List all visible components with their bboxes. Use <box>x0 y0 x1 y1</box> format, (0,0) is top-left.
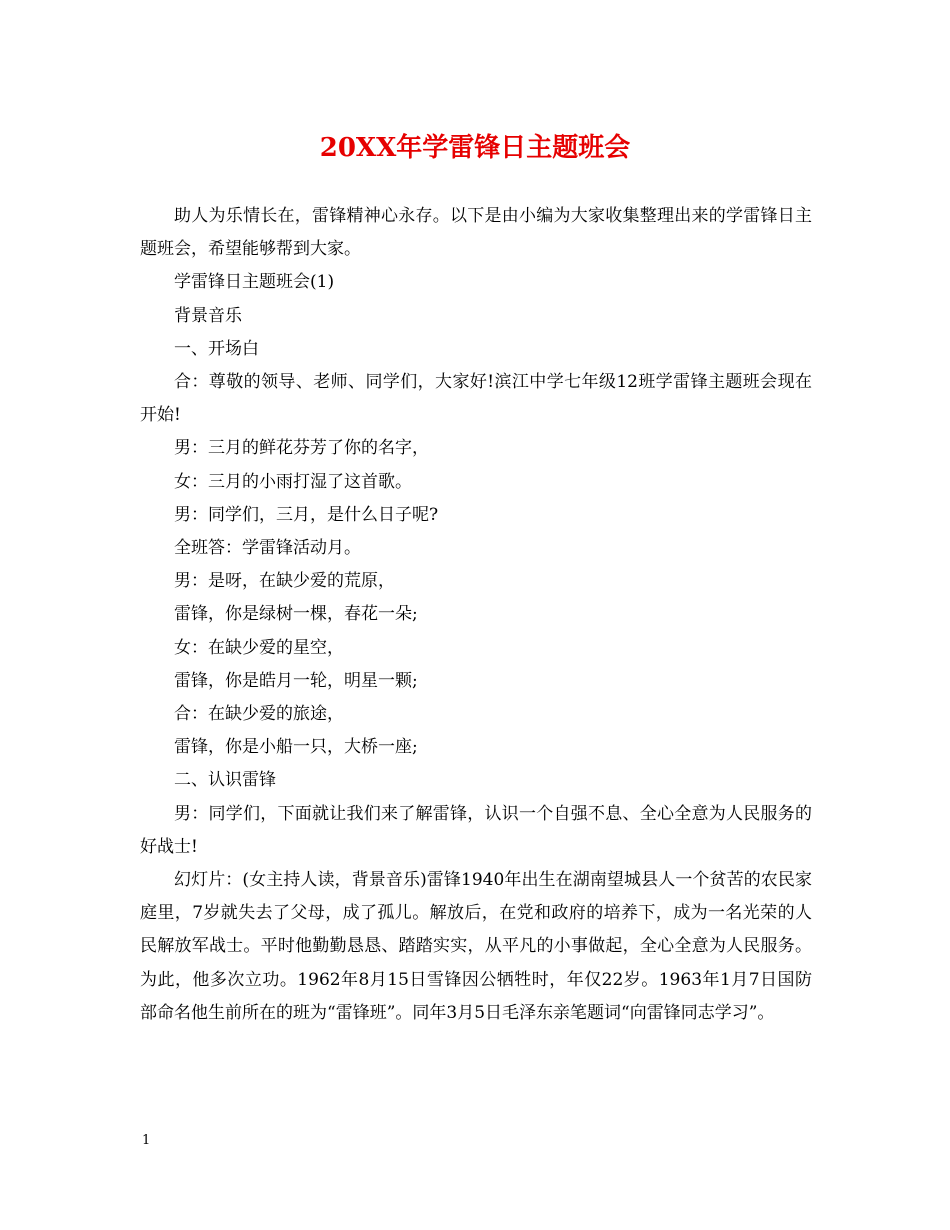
paragraph: 幻灯片：(女主持人读，背景音乐)雷锋1940年出生在湖南望城县人一个贫苦的农民家庭里，7岁就失去了父母，成了孤儿。解放后，在党和政府的培养下，成为一名光荣的人民解放军战士。平时他勤勤恳恳、踏踏实实，从平凡的小事做起，全心全意为人民服务。为此，他多次立功。1962年8月15日雪锋因公牺牲时，年仅22岁。1963年1月7日国防部命名他生前所在的班为“雷锋班”。同年3月5日毛泽东亲笔题词“向雷锋同志学习”。 <box>140 870 812 1023</box>
paragraph: 男：三月的鲜花芬芳了你的名字， <box>174 438 429 459</box>
paragraph: 雷锋，你是皓月一轮，明星一颗; <box>174 670 418 691</box>
paragraph: 男：同学们，三月，是什么日子呢? <box>174 504 439 525</box>
page-number: 1 <box>142 1133 151 1148</box>
page-title: 20XX年学雷锋日主题班会 <box>319 133 631 163</box>
paragraph: 合：尊敬的领导、老师、同学们，大家好!滨江中学七年级12班学雷锋主题班会现在开始! <box>140 372 812 426</box>
paragraph: 二、认识雷锋 <box>174 770 276 791</box>
paragraph: 合：在缺少爱的旅途， <box>174 704 344 725</box>
paragraph: 全班答：学雷锋活动月。 <box>174 538 361 559</box>
paragraph: 雷锋，你是绿树一棵，春花一朵; <box>174 604 418 625</box>
paragraph: 学雷锋日主题班会(1) <box>174 272 335 293</box>
paragraph: 雷锋，你是小船一只，大桥一座; <box>174 737 418 758</box>
paragraph: 一、开场白 <box>174 338 259 359</box>
document-body <box>140 200 812 1030</box>
paragraph: 女：在缺少爱的星空， <box>174 637 344 658</box>
paragraph: 助人为乐情长在，雷锋精神心永存。以下是由小编为大家收集整理出来的学雷锋日主题班会，希望能够帮到大家。 <box>140 206 812 260</box>
paragraph: 背景音乐 <box>174 305 242 326</box>
paragraph: 男：同学们，下面就让我们来了解雷锋，认识一个自强不息、全心全意为人民服务的好战士! <box>140 803 812 857</box>
paragraph: 女：三月的小雨打湿了这首歌。 <box>174 471 412 492</box>
paragraph: 男：是呀，在缺少爱的荒原， <box>174 571 395 592</box>
